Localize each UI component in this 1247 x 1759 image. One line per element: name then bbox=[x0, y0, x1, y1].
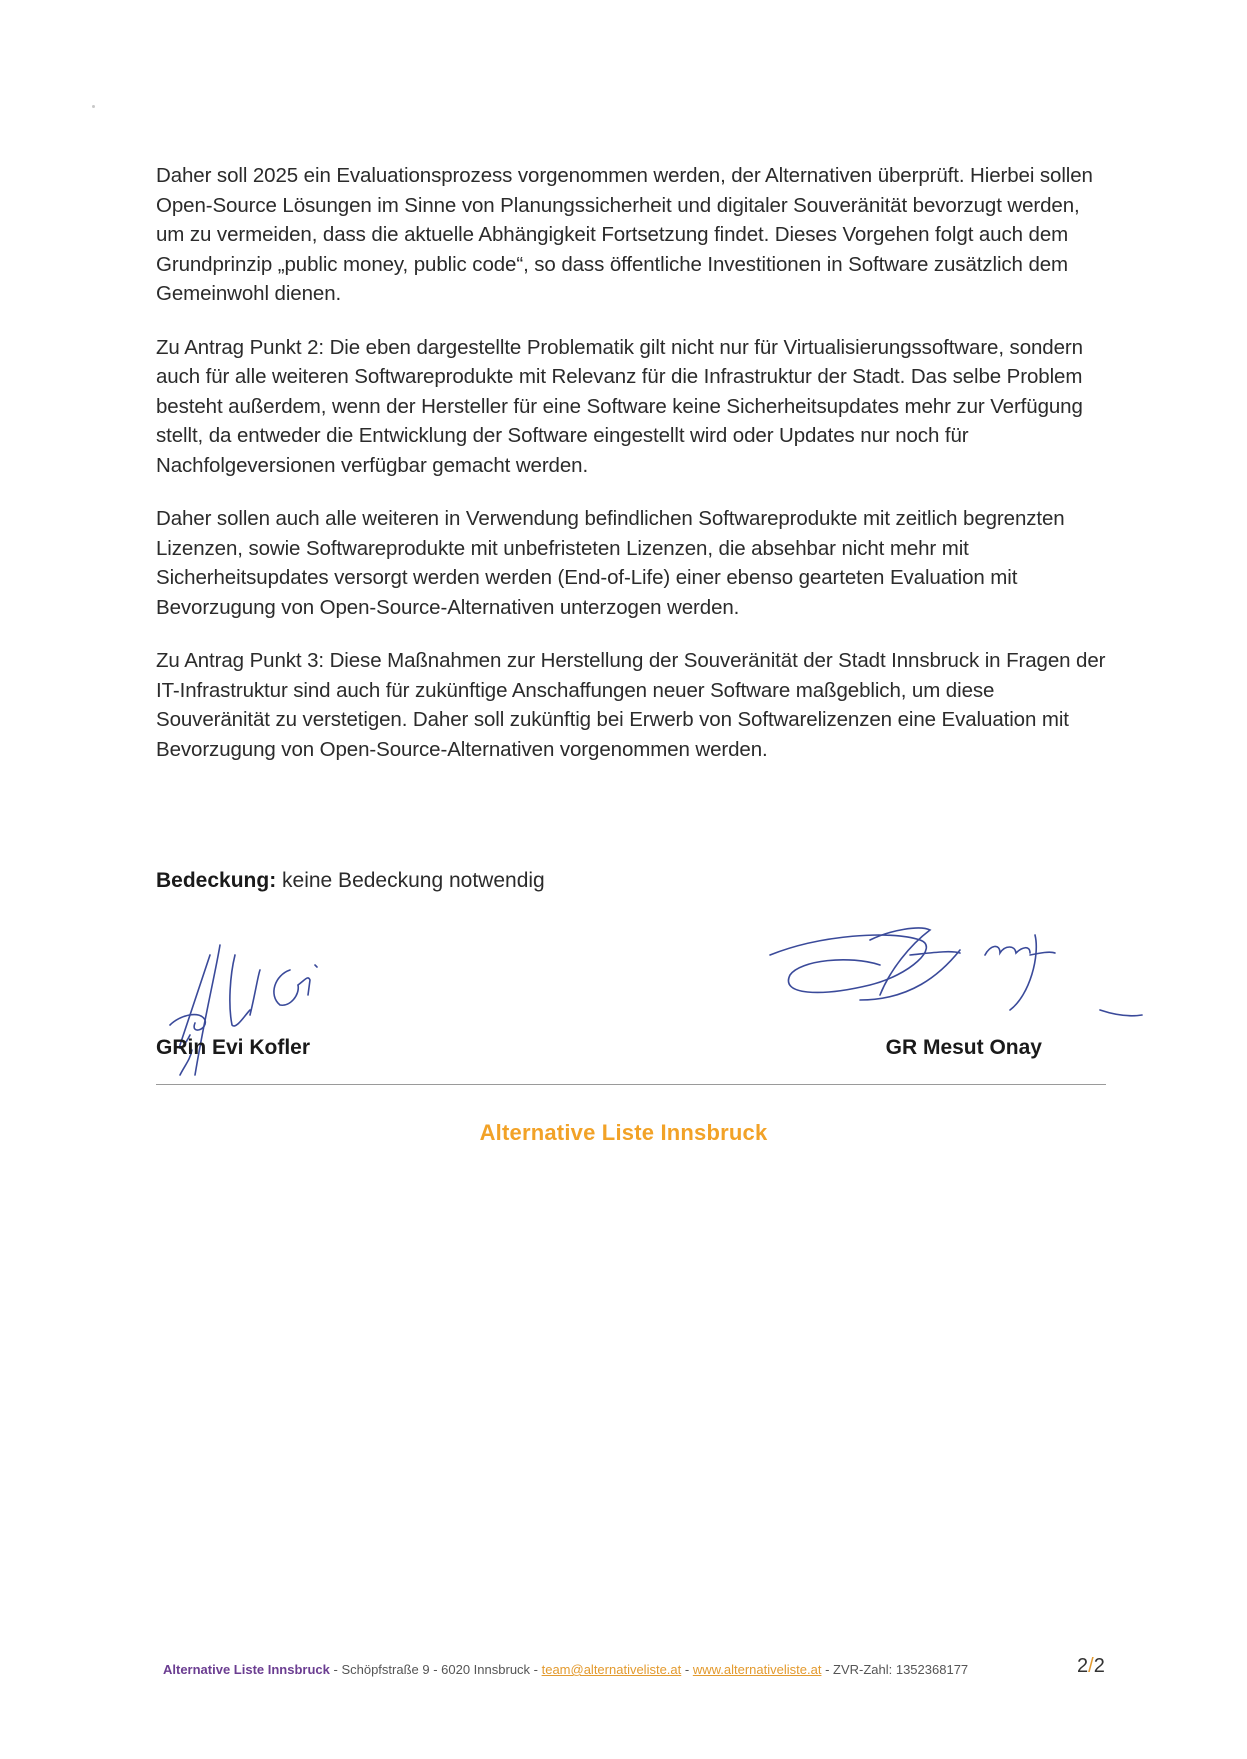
signature-right-image bbox=[760, 915, 1150, 1025]
page-number bbox=[1077, 1655, 1105, 1678]
body-text bbox=[156, 161, 1106, 788]
paragraph: Daher sollen auch alle weiteren in Verwendung befindlichen Softwareprodukte mit zeitlich begrenzten Lizenzen, sowie Softwareprodukte mit unbefristeten Lizenzen, die absehbar nicht mehr mit Sicherheitsupdates versorgt werden werden (End-of-Life) einer ebenso gearteten Evaluation mit Bevorzugung von Open-Source-Alternativen unterzogen werden. bbox=[156, 507, 1065, 619]
footer-separator: - bbox=[681, 1662, 693, 1677]
signer-right-name: GR Mesut Onay bbox=[885, 1036, 1042, 1059]
page-number-separator: / bbox=[1088, 1655, 1094, 1677]
paragraph: Daher soll 2025 ein Evaluationsprozess vorgenommen werden, der Alternativen überprüft. Hierbei sollen Open-Source Lösungen im Sinne von Planungssicherheit und digitaler Souveränität bevorzugt werden, um zu vermeiden, dass die aktuelle Abhängigkeit Fortsetzung findet. Dieses Vorgehen folgt auch dem Grundprinzip „public money, public code“, so dass öffentliche Investitionen in Software zusätzlich dem Gemeinwohl dienen. bbox=[156, 164, 1093, 305]
coverage-label: Bedeckung: bbox=[156, 869, 277, 892]
coverage-line bbox=[156, 866, 545, 896]
paragraph: Zu Antrag Punkt 3: Diese Maßnahmen zur Herstellung der Souveränität der Stadt Innsbruck in Fragen der IT-Infrastruktur sind auch für zukünftige Anschaffungen neuer Software maßgeblich, um diese Souveränität zu verstetigen. Daher soll zukünftig bei Erwerb von Softwarelizenzen eine Evaluation mit Bevorzugung von Open-Source-Alternativen vorgenommen werden. bbox=[156, 649, 1106, 761]
page-number-total: 2 bbox=[1093, 1655, 1105, 1677]
page-number-current: 2 bbox=[1077, 1655, 1089, 1677]
footer-website-link[interactable]: www.alternativeliste.at bbox=[692, 1662, 822, 1677]
footer-email-link[interactable]: team@alternativeliste.at bbox=[541, 1662, 682, 1677]
signature-left-image bbox=[150, 935, 350, 1085]
footer-zvr: - ZVR-Zahl: 1352368177 bbox=[821, 1662, 969, 1677]
signature-divider bbox=[156, 1084, 1106, 1085]
paragraph: Zu Antrag Punkt 2: Die eben dargestellte Problematik gilt nicht nur für Virtualisierungssoftware, sondern auch für alle weiteren Softwareprodukte mit Relevanz für die Infrastruktur der Stadt. Das selbe Problem besteht außerdem, wenn der Hersteller für eine Software keine Sicherheitsupdates mehr zur Verfügung stellt, da entweder die Entwicklung der Software eingestellt wird oder Updates nur noch für Nachfolgeversionen verfügbar gemacht werden. bbox=[156, 335, 1083, 477]
coverage-value: keine Bedeckung notwendig bbox=[276, 869, 545, 892]
organization-name: Alternative Liste Innsbruck bbox=[479, 1120, 768, 1145]
footer-brand: Alternative Liste Innsbruck bbox=[163, 1662, 330, 1677]
signer-left-name: GRin Evi Kofler bbox=[156, 1036, 311, 1059]
footer-address: - Schöpfstraße 9 - 6020 Innsbruck - bbox=[329, 1662, 542, 1677]
scan-speck bbox=[92, 105, 95, 108]
page-footer bbox=[163, 1662, 968, 1677]
